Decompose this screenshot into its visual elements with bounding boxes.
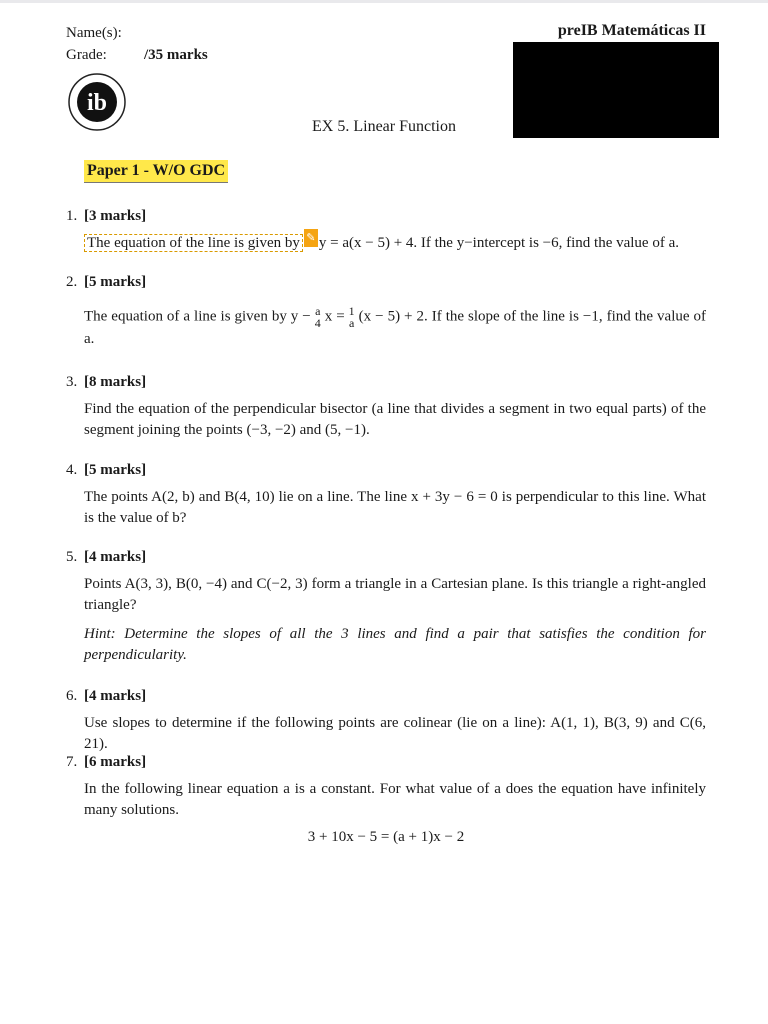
total-marks: /35 marks: [144, 47, 208, 63]
question-number: 3.: [66, 374, 78, 390]
paper-label: Paper 1 - W/O GDC: [84, 160, 228, 183]
question-text: Points A(3, 3), B(0, −4) and C(−2, 3) form a triangle in a Cartesian plane. Is this triangle a right-angled triangle?: [84, 576, 706, 613]
logo-letters: ib: [86, 90, 108, 116]
question-1: [66, 206, 706, 254]
question-6: [66, 686, 706, 755]
question-marks: [5 marks]: [84, 462, 147, 478]
question-text: x =: [324, 308, 345, 325]
question-number: 4.: [66, 462, 78, 478]
question-text: Use slopes to determine if the following points are colinear (lie on a line): A(1, 1), B(3, 9) and C(6, 21).: [84, 715, 706, 752]
question-text: Find the equation of the perpendicular bisector (a line that divides a segment in two equal parts) of the segment joining the points (−3, −2) and (5, −1).: [84, 401, 706, 438]
name-label: Name(s):: [66, 25, 122, 41]
fraction-1-over-a: 1 a: [348, 304, 355, 330]
question-marks: [4 marks]: [84, 688, 147, 704]
grade-label: Grade:: [66, 47, 107, 63]
question-3: [66, 372, 706, 441]
equation: 3 + 10x − 5 = (a + 1)x − 2: [307, 829, 465, 845]
question-2: [66, 272, 706, 350]
question-hint: Hint: Determine the slopes of all the 3 lines and find a pair that satisfies the condition for perpendicularity.: [84, 626, 706, 663]
question-number: 5.: [66, 549, 78, 565]
question-5: [66, 547, 706, 666]
question-text: y = a(x − 5) + 4. If the y−intercept is −6, find the value of a.: [318, 235, 679, 251]
question-text: (x − 5) + 2. If the slope of the line is −1, find the value of a.: [84, 308, 707, 347]
question-number: 1.: [66, 208, 78, 224]
question-marks: [4 marks]: [84, 549, 147, 565]
question-text: In the following linear equation a is a constant. For what value of a does the equation have infinitely many solutions.: [84, 781, 706, 818]
student-header: [66, 22, 208, 66]
question-4: [66, 460, 706, 529]
pencil-icon[interactable]: ✎: [304, 229, 318, 247]
question-marks: [6 marks]: [84, 754, 147, 770]
text-selection[interactable]: The equation of the line is given by: [84, 234, 303, 252]
question-7: [66, 752, 706, 848]
question-number: 2.: [66, 274, 78, 290]
question-number: 6.: [66, 688, 78, 704]
top-bar: [0, 0, 768, 3]
course-title: preIB Matemáticas II: [557, 22, 706, 39]
question-number: 7.: [66, 754, 78, 770]
fraction-a-over-4: a 4: [314, 304, 321, 330]
exercise-title: EX 5. Linear Function: [312, 118, 456, 135]
question-marks: [5 marks]: [84, 274, 147, 290]
question-text: The points A(2, b) and B(4, 10) lie on a line. The line x + 3y − 6 = 0 is perpendicular to this line. What is the value of b?: [84, 489, 706, 526]
question-marks: [3 marks]: [84, 208, 147, 224]
question-text: The equation of a line is given by y −: [84, 308, 311, 325]
question-marks: [8 marks]: [84, 374, 147, 390]
